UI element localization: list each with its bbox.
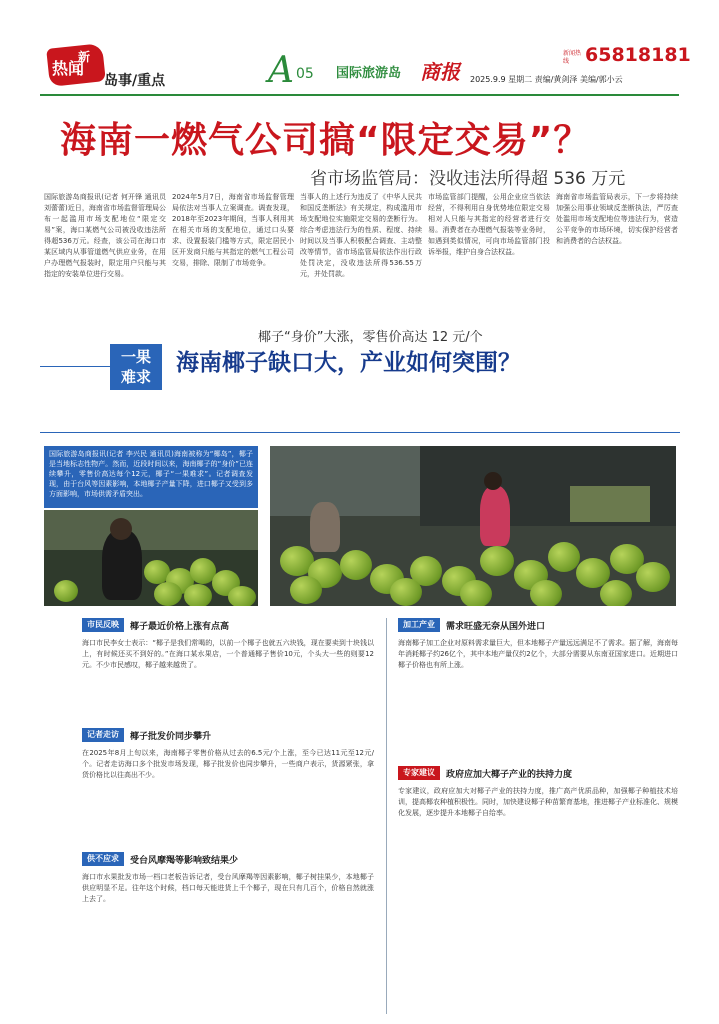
story2-tag-line2: 难求 (120, 368, 151, 386)
section-header-5 (398, 766, 678, 780)
logo-main: 热闻 (52, 59, 85, 78)
photo-coconut-vendor (44, 510, 258, 606)
section-tab-2: 记者走访 (82, 728, 124, 742)
story2-kicker: 椰子“身价”大涨，零售价高达 12 元/个 (258, 330, 483, 345)
section-header-2 (82, 728, 382, 742)
section-title-4: 需求旺盛无奈从国外进口 (446, 621, 546, 632)
section-title-2: 椰子批发价同步攀升 (130, 731, 212, 742)
column-separator (386, 618, 387, 1014)
section-text-1: 海口市民李女士表示：“椰子是我们常喝的，以前一个椰子也就五六块钱，现在要卖到十块钱以上，有时候还买不到好的。”在海口某水果店，一个普通椰子售价10元，个头大一些的则要12元。不少市民感叹，椰子越来越贵了。 (82, 639, 374, 669)
story2-tag (110, 344, 162, 390)
photo-coconut-market (270, 446, 676, 606)
section-title: 岛事/重点 (104, 73, 166, 89)
section-title-5: 政府应加大椰子产业的扶持力度 (446, 769, 573, 780)
story1-column-2: 2024年5月7日，海南省市场监督管理局依法对当事人立案调查。调查发现，2018年至2023年期间，当事人利用其在相关市场的支配地位，通过口头要求、设置报装门槛等方式，限定居民小区开发商只能与其指定的燃气工程公司交易，排除、限制了市场竞争。 (172, 193, 294, 267)
hotline-label: 新闻热线 (563, 50, 582, 65)
section-text-4: 海南椰子加工企业对原料需求量巨大，但本地椰子产量远远满足不了需求。据了解，海南每年消耗椰子约26亿个，其中本地产量仅约2亿个，大部分需要从东南亚国家进口。近期进口椰子价格也有所上涨。 (398, 639, 678, 669)
story1-column-5: 海南省市场监管局表示，下一步将持续加强公用事业领域反垄断执法，严厉查处滥用市场支配地位等违法行为，营造公平竞争的市场环境，切实保护经营者和消费者的合法权益。 (556, 193, 678, 245)
section-tab-1: 市民反映 (82, 618, 124, 632)
section-text-3: 海口市水果批发市场一档口老板告诉记者，受台风摩羯等因素影响，椰子树挂果少，本地椰子供应明显不足。往年这个时候，档口每天能进货上千个椰子，现在只有几百个，价格自然就涨上去了。 (82, 873, 374, 903)
story2-tag-line1: 一果 (120, 348, 151, 366)
story2-divider (40, 432, 680, 433)
section-header-4 (398, 618, 678, 632)
paper-name: 国际旅游岛 (336, 66, 402, 81)
section-text-5: 专家建议，政府应加大对椰子产业的扶持力度，推广高产优质品种，加强椰子种植技术培训，提高椰农种植积极性。同时，加快建设椰子种苗繁育基地，推进椰子产业标准化、规模化发展，逐步提升本地椰子自给率。 (398, 787, 678, 817)
header-divider (40, 94, 679, 96)
story1-column-3: 当事人的上述行为违反了《中华人民共和国反垄断法》有关规定，构成滥用市场支配地位实施限定交易的垄断行为。综合考虑违法行为的性质、程度、持续时间以及当事人积极配合调查、主动整改等情节，省市场监管局依法作出行政处罚决定，没收违法所得536.55万元，并处罚款。 (300, 193, 422, 278)
section-text-2: 在2025年8月上旬以来，海南椰子零售价格从过去的6.5元/个上涨，至今已达11元至12元/个。记者走访海口多个批发市场发现，椰子批发价也同步攀升，一些商户表示，货源紧张，拿货价格比以往高出不少。 (82, 749, 374, 779)
section-tab-4: 加工产业 (398, 618, 440, 632)
section-tab-3: 供不应求 (82, 852, 124, 866)
section-tab-5: 专家建议 (398, 766, 440, 780)
story1-column-4: 市场监管部门提醒，公用企业应当依法经营，不得利用自身优势地位限定交易相对人只能与其指定的经营者进行交易。消费者在办理燃气报装等业务时，如遇到类似情况，可向市场监管部门投诉举报，维护自身合法权益。 (428, 193, 550, 256)
section-title-3: 受台风摩羯等影响致结果少 (130, 855, 239, 866)
newspaper-logo (48, 46, 104, 84)
story1-column-1: 国际旅游岛商报讯(记者 何开锋 通讯员 刘蕾蕾)近日，海南省市场监督管理局公布一起滥用市场支配地位“限定交易”案，海口某燃气公司被没收违法所得超536万元。经查，该公司在海口市某区域内从事管道燃气供应业务，在用户办理燃气报装时，限定用户只能与其指定的安装单位进行交易。 (44, 193, 166, 278)
hotline-number: 65818181 (585, 44, 691, 66)
section-header-3 (82, 852, 382, 866)
section-header-1 (82, 618, 382, 632)
page-letter: A (268, 50, 294, 91)
logo-top: 新 (78, 50, 91, 64)
story1-subhead: 省市场监管局：没收违法所得超 536 万元 (310, 169, 626, 189)
section-title-1: 椰子最近价格上涨有点高 (130, 621, 230, 632)
story2-headline: 海南椰子缺口大，产业如何突围？ (176, 350, 521, 376)
story1-headline: 海南一燃气公司搞“限定交易”？ (60, 120, 591, 161)
paper-brand: 商报 (420, 60, 460, 84)
story2-intro: 国际旅游岛商报讯(记者 李兴民 通讯员)海南被称为“椰岛”，椰子是当地标志性物产。然而，近段时间以来，海南椰子的“身价”已连续攀升，零售价高达每个12元，椰子“一果难求”。记者调查发现，由于台风等因素影响，本地椰子产量下降，进口椰子又受到多方面影响，市场供需矛盾突出。 (44, 446, 258, 508)
dateline: 2025.9.9 星期二 责编/黄剑泽 美编/郭小云 (470, 75, 623, 84)
page-number: 05 (296, 66, 314, 82)
page-header (0, 0, 719, 102)
